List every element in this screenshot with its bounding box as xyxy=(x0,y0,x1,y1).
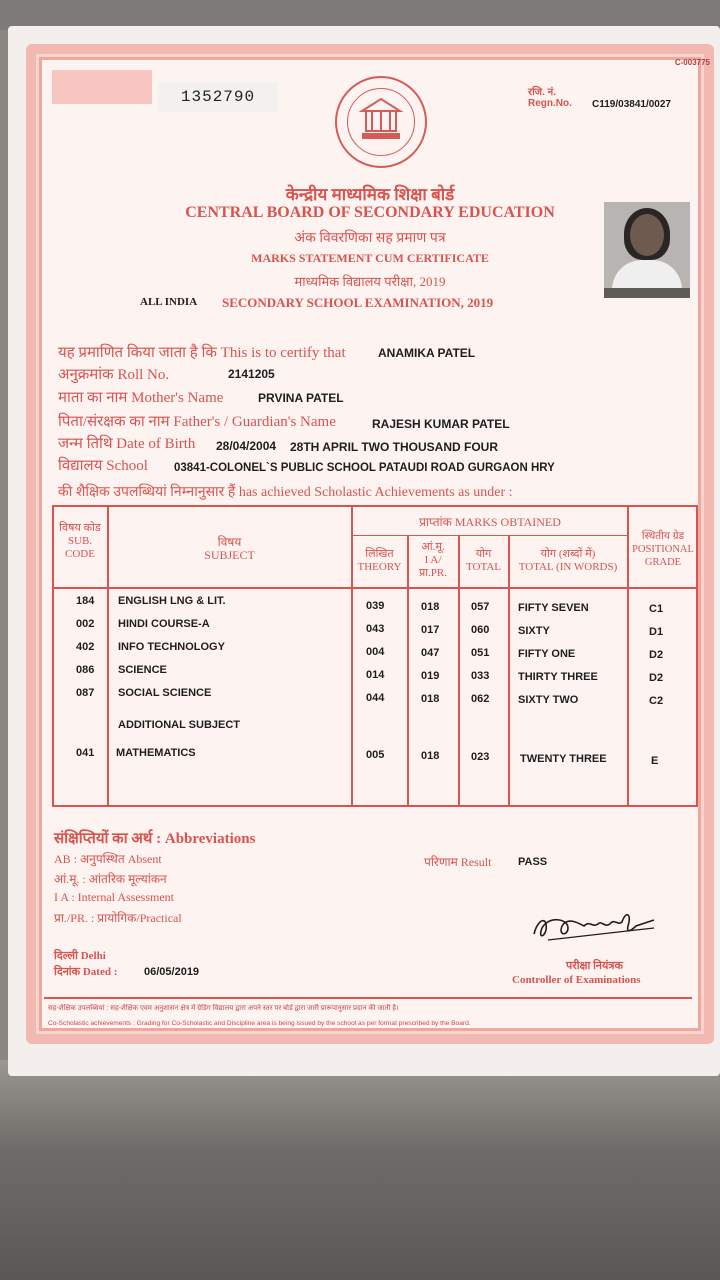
controller-signature xyxy=(528,900,660,950)
place: दिल्ली Delhi xyxy=(54,950,106,962)
sub-code: 002 xyxy=(76,618,95,630)
ia-marks: 019 xyxy=(421,670,440,682)
dob-value: 28/04/2004 xyxy=(216,439,277,453)
grade: D2 xyxy=(649,649,664,661)
issue-date: 06/05/2019 xyxy=(144,966,200,978)
footer-note-hindi: सह-शैक्षिक उपलब्धियां : सह-शैक्षिक एवम अनुशासन क्षेत्र में ग्रेडिंग विद्यालय द्वारा अपने स्तर पर बोर्ड द्वारा जारी प्रारूपानुसार प्रदान की जाती है। xyxy=(48,1005,399,1012)
total-marks: 057 xyxy=(471,601,490,613)
student-name: ANAMIKA PATEL xyxy=(378,346,476,360)
board-name-hindi: केन्द्रीय माध्यमिक शिक्षा बोर्ड xyxy=(285,185,455,204)
cbse-emblem xyxy=(335,76,427,168)
total-marks: 060 xyxy=(471,624,490,636)
mother-label: माता का नाम Mother's Name xyxy=(58,390,224,406)
background-surface xyxy=(0,1060,720,1280)
result-value: PASS xyxy=(518,856,548,868)
subject-name: INFO TECHNOLOGY xyxy=(118,641,225,653)
sub-code: 402 xyxy=(76,641,95,653)
board-name: CENTRAL BOARD OF SECONDARY EDUCATION xyxy=(185,204,555,221)
serial-number: 1352790 xyxy=(158,82,278,112)
result-label: परिणाम Result xyxy=(424,855,492,869)
theory-marks: 043 xyxy=(366,623,385,635)
total-words: SIXTY xyxy=(518,625,550,637)
dob-label: जन्म तिथि Date of Birth xyxy=(58,436,196,452)
header-theory: लिखित THEORY xyxy=(357,548,402,573)
total-words: THIRTY THREE xyxy=(518,671,598,683)
exam-name: SECONDARY SCHOOL EXAMINATION, 2019 xyxy=(222,295,494,310)
abbr-internal-assessment: I A : Internal Assessment xyxy=(54,890,174,904)
abbr-absent: AB : अनुपस्थित Absent xyxy=(54,852,162,866)
school-name: 03841-COLONEL`S PUBLIC SCHOOL PATAUDI ROAD GURGAON HRY xyxy=(174,462,555,474)
total-marks: 051 xyxy=(471,647,490,659)
subject-name: ENGLISH LNG & LIT. xyxy=(118,595,226,607)
total-words: SIXTY TWO xyxy=(518,694,579,706)
grade: C2 xyxy=(649,695,664,707)
serial-stamp-box xyxy=(52,70,152,104)
grade: E xyxy=(651,755,659,767)
total-words: FIFTY ONE xyxy=(518,648,576,660)
total-marks: 033 xyxy=(471,670,490,682)
title-hindi: अंक विवरणिका सह प्रमाण पत्र xyxy=(294,231,446,246)
header-total: योग TOTAL xyxy=(466,548,501,573)
roll-label: अनुक्रमांक Roll No. xyxy=(58,367,170,383)
footer-divider xyxy=(44,997,692,999)
grade: C1 xyxy=(649,603,664,615)
subject-name: SCIENCE xyxy=(118,664,167,676)
header-total-words: योग (शब्दों में) TOTAL (IN WORDS) xyxy=(518,548,618,573)
roll-number: 2141205 xyxy=(228,367,275,381)
header-bottom-line xyxy=(52,587,698,589)
footer-note: Co-Scholastic achievements : Grading for Co-Scholastic and Discipline area is being issued by the school as per format prescribed by the Board. xyxy=(48,1020,471,1027)
header-ia-pr: आं.मू. I A/ प्रा.PR. xyxy=(418,541,448,579)
sub-code: 184 xyxy=(76,595,95,607)
sub-code: 041 xyxy=(76,747,95,759)
grade: D1 xyxy=(649,626,664,638)
theory-marks: 044 xyxy=(366,692,385,704)
marks-subheader-line xyxy=(352,535,628,536)
subject-name: HINDI COURSE-A xyxy=(118,618,210,630)
theory-marks: 005 xyxy=(366,749,385,761)
achieved-label: की शैक्षिक उपलब्धियां निम्नानुसार हैं has achieved Scholastic Achievements as under : xyxy=(58,485,513,500)
abbreviations-title: संक्षिप्तियों का अर्थ : Abbreviations xyxy=(54,831,256,847)
ia-marks: 018 xyxy=(421,750,440,762)
theory-marks: 039 xyxy=(366,600,385,612)
regn-number: C119/03841/0027 xyxy=(592,99,671,110)
controller-title: Controller of Examinations xyxy=(512,974,641,986)
total-marks: 023 xyxy=(471,751,490,763)
header-grade: स्थितीय ग्रेड POSITIONAL GRADE xyxy=(632,531,694,568)
sub-code: 086 xyxy=(76,664,95,676)
certify-label: यह प्रमाणित किया जाता है कि This is to certify that xyxy=(58,345,346,361)
subject-name: MATHEMATICS xyxy=(116,747,196,759)
total-words: TWENTY THREE xyxy=(520,753,607,765)
title: MARKS STATEMENT CUM CERTIFICATE xyxy=(251,251,489,265)
form-code: C-003775 xyxy=(674,58,710,67)
student-photo xyxy=(604,202,690,298)
regn-label: Regn.No. xyxy=(528,98,572,109)
total-marks: 062 xyxy=(471,693,490,705)
dob-words: 28TH APRIL TWO THOUSAND FOUR xyxy=(290,440,499,454)
grade: D2 xyxy=(649,672,664,684)
ia-marks: 017 xyxy=(421,624,440,636)
header-subject: विषय SUBJECT xyxy=(204,535,255,562)
controller-title-hindi: परीक्षा नियंत्रक xyxy=(566,960,623,972)
school-label: विद्यालय School xyxy=(58,458,148,474)
header-sub-code: विषय कोड SUB. CODE xyxy=(59,522,101,560)
ia-marks: 018 xyxy=(421,693,440,705)
total-words: FIFTY SEVEN xyxy=(518,602,589,614)
abbr-ia-hindi: आं.मू. : आंतरिक मूल्यांकन xyxy=(54,872,167,886)
theory-marks: 004 xyxy=(366,646,385,658)
all-india-label: ALL INDIA xyxy=(140,296,198,308)
sub-code: 087 xyxy=(76,687,95,699)
theory-marks: 014 xyxy=(366,669,385,681)
ia-marks: 047 xyxy=(421,647,440,659)
mother-name: PRVINA PATEL xyxy=(258,391,344,405)
ia-marks: 018 xyxy=(421,601,440,613)
father-name: RAJESH KUMAR PATEL xyxy=(372,417,510,431)
header-marks-obtained: प्राप्तांक MARKS OBTAINED xyxy=(419,515,561,529)
additional-subject-label: ADDITIONAL SUBJECT xyxy=(118,719,241,731)
father-label: पिता/संरक्षक का नाम Father's / Guardian's Name xyxy=(58,414,336,430)
exam-hindi: माध्यमिक विद्यालय परीक्षा, 2019 xyxy=(294,274,446,289)
abbr-practical: प्रा./PR. : प्रायोगिक/Practical xyxy=(54,911,182,925)
subject-name: SOCIAL SCIENCE xyxy=(118,687,212,699)
regn-label-hindi: रजि. नं. xyxy=(528,87,556,98)
dated-label: दिनांक Dated : xyxy=(54,966,118,978)
